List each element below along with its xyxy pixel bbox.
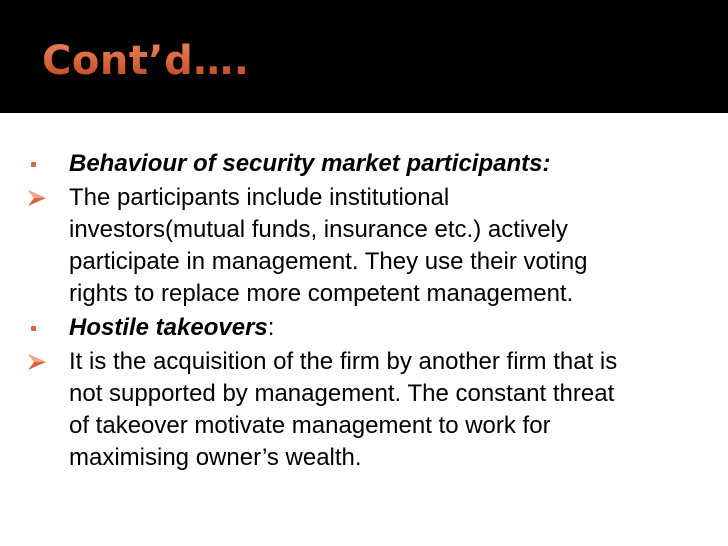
body-line: not supported by management. The constant threat (69, 380, 615, 407)
square-bullet-icon (31, 162, 36, 167)
arrow-item (26, 182, 716, 310)
bullet-heading: Behaviour of security market participants (69, 150, 543, 177)
arrow-bullet-icon (26, 353, 48, 371)
bullet-heading-suffix: : (267, 314, 275, 341)
slide-title: Cont’d…. (42, 38, 250, 84)
body-line: of takeover motivate management to work for (69, 412, 551, 439)
arrow-item (26, 346, 716, 474)
bullet-heading: Hostile takeovers (69, 314, 268, 341)
bullet-item (26, 312, 716, 344)
bullet-heading-suffix: : (542, 150, 551, 177)
square-bullet-icon (31, 326, 36, 331)
body-line: participate in management. They use their voting (69, 248, 588, 275)
body-line: investors(mutual funds, insurance etc.) actively (69, 216, 568, 243)
body-line: It is the acquisition of the firm by another firm that is (69, 348, 618, 375)
slide-body (26, 148, 716, 474)
body-line: rights to replace more competent management. (69, 280, 574, 307)
arrow-bullet-icon (26, 189, 48, 207)
bullet-item (26, 148, 716, 180)
body-line: maximising owner’s wealth. (69, 444, 362, 471)
title-band (0, 0, 728, 113)
body-line: The participants include institutional (69, 184, 450, 211)
